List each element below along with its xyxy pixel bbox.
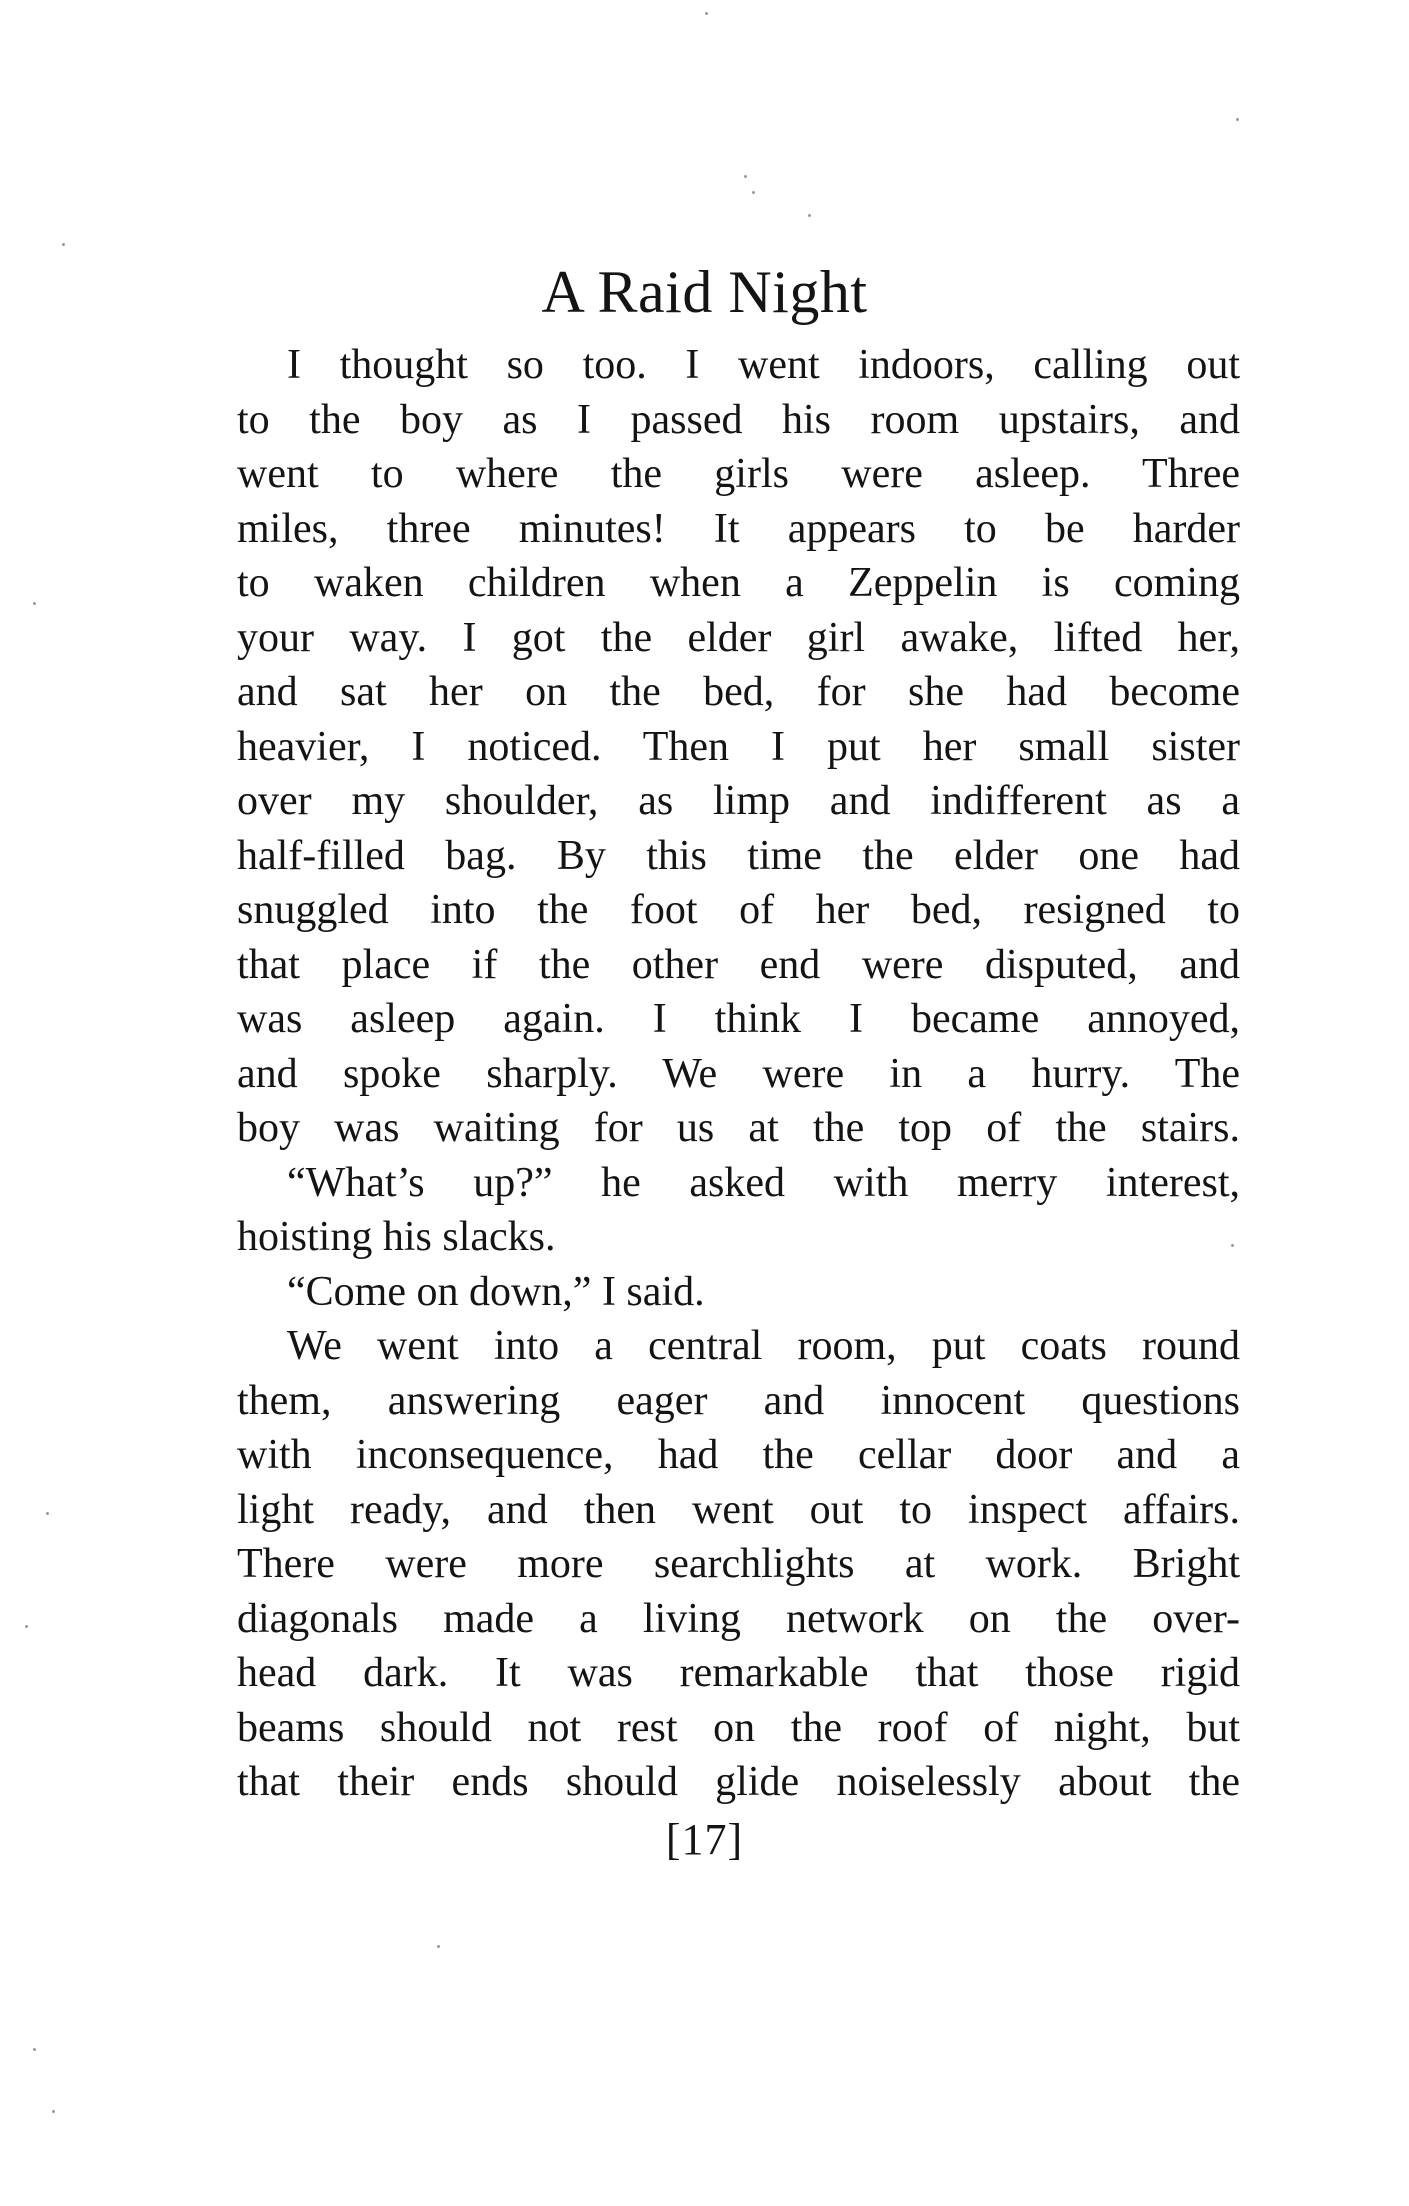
text-line: with inconsequence, had the cellar door and a xyxy=(237,1432,1240,1478)
paper-speck xyxy=(1236,118,1239,121)
text-line: head dark. It was remarkable that those rigid xyxy=(237,1650,1240,1696)
text-line: them, answering eager and innocent questions xyxy=(237,1377,1240,1424)
text-line: and spoke sharply. We were in a hurry. The xyxy=(237,1050,1240,1097)
paper-speck xyxy=(705,12,708,15)
page-number: [17] xyxy=(665,1815,744,1864)
text-line: half-filled bag. By this time the elder one had xyxy=(237,832,1240,879)
text-line: your way. I got the elder girl awake, lifted her, xyxy=(237,614,1240,661)
text-line: over my shoulder, as limp and indifferent as a xyxy=(237,778,1240,824)
text-line: hoisting his slacks. xyxy=(237,1214,556,1260)
text-line: “What’s up?” he asked with merry interest, xyxy=(287,1159,1240,1206)
text-line: light ready, and then went out to inspect affairs. xyxy=(237,1486,1240,1533)
text-line: “Come on down,” I said. xyxy=(287,1268,705,1315)
text-line: went to where the girls were asleep. Three xyxy=(237,451,1240,497)
text-line: There were more searchlights at work. Bright xyxy=(237,1541,1240,1587)
text-line: that place if the other end were disputed, and xyxy=(237,941,1240,988)
text-line: to the boy as I passed his room upstairs, and xyxy=(237,396,1240,443)
text-line: to waken children when a Zeppelin is coming xyxy=(237,560,1240,606)
text-line: that their ends should glide noiselessly about the xyxy=(237,1759,1240,1805)
text-line: I thought so too. I went indoors, calling out xyxy=(287,342,1240,388)
text-line: snuggled into the foot of her bed, resigned to xyxy=(237,887,1240,933)
text-line: and sat her on the bed, for she had become xyxy=(237,669,1240,715)
paper-speck xyxy=(52,2110,55,2113)
paper-speck xyxy=(744,175,747,178)
running-head: A Raid Night xyxy=(541,259,868,325)
paper-speck xyxy=(752,191,755,194)
text-line: boy was waiting for us at the top of the stairs. xyxy=(237,1105,1240,1151)
paper-speck xyxy=(62,243,65,246)
paper-speck xyxy=(437,1945,440,1948)
paper-speck xyxy=(33,602,36,605)
text-line: We went into a central room, put coats round xyxy=(287,1323,1240,1369)
text-line: heavier, I noticed. Then I put her small sister xyxy=(237,723,1240,770)
body-text xyxy=(237,338,1240,1810)
paper-speck xyxy=(25,1625,28,1628)
text-line: was asleep again. I think I became annoyed, xyxy=(237,996,1240,1042)
text-line: miles, three minutes! It appears to be harder xyxy=(237,505,1240,552)
paper-speck xyxy=(46,1512,49,1515)
paper-speck xyxy=(33,2048,36,2051)
text-line: beams should not rest on the roof of night, but xyxy=(237,1704,1240,1751)
paper-speck xyxy=(808,214,811,217)
text-line: diagonals made a living network on the over- xyxy=(237,1595,1240,1642)
paper-speck xyxy=(1231,1244,1234,1247)
